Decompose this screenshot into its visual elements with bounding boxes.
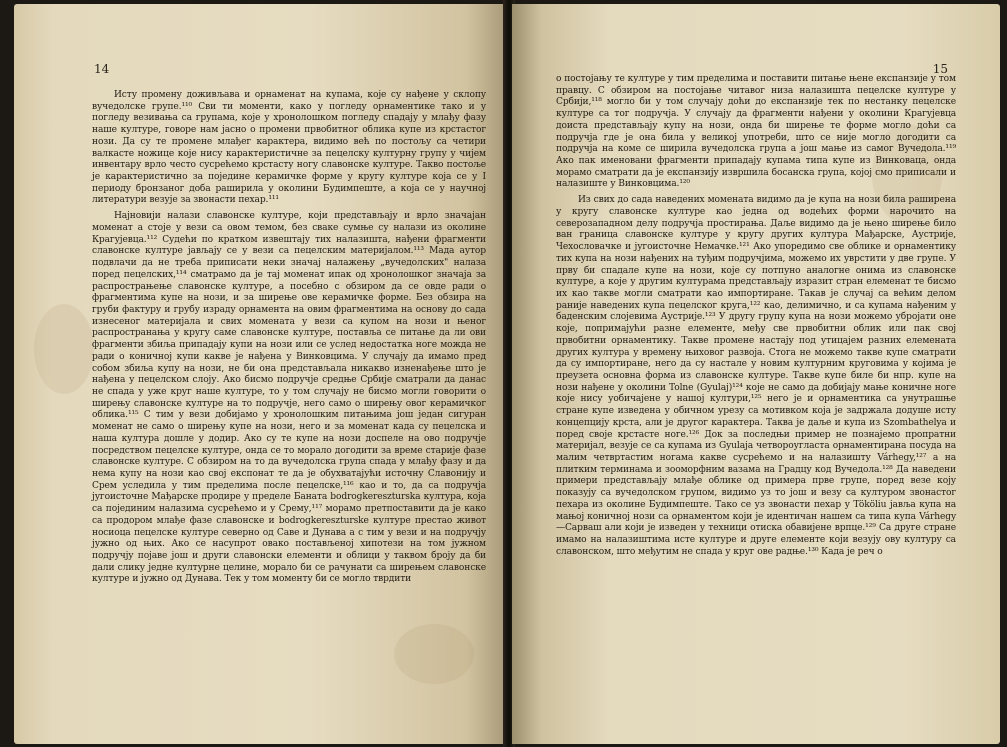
paragraph: Најновији налази славонске културе, који представљају и врло значајан моменат а стоје у вези са овом темом, без сваке сумње су налази из околине Крагујевца.¹¹² Судећи по кратком извештају тих налазишта, нађени фрагменти славонске културе јављају се у вези са пецелским материјалом.¹¹³ Мада аутор подвлачи да не треба приписати неки значај налажењу „вучедолских" налаза поред пецелских,¹¹⁴ сматрамо да је тај моменат ипак од хронолошког значаја за распрострањење славонске културе, а посебно с обзиром да се овде ради о фрагментима купе на нози, и за ширење ове керамичке форме. Без обзира на груби фактуру и грубу израду орнамента на овим фрагментима на основу до сада изнесеног материјала и свих момената у вези са купом на нози и њеног распространања у кругу саме славонске културе, поставља се питање да ли ови фрагменти збиља припадају купи на нози или се услед недостатка ноге можда не ради о коничној купи какве је нађена у Винковцима. У случају да имамо пред собом збиља купу на нози, не би она представљала никакво изненађење што је нађена у пецелском слоју. Ако бисмо подручје средње Србије сматрали да данас не спада у уже круг наше културе, то у том случају не бисмо могли говорити о ширењу славонске културе на то подручје, него само о ширењу овог керамичког облика.¹¹⁵ С тим у вези добијамо у хронолошким питањима још један сигуран моменат не само о ширењу купе на нози, него и за моменат када су пецелска и наша култура дошле у додир. Ако су те купе на нози доспеле на ово подручје посредством пецелске културе, онда се то морало догодити за време старије фазе славонске културе. С обзиром на то да вучедолска група спада у млађу фазу и да нема купу на нози као свој експонат те да је обухватајући источну Славонију и Срем уследила у тим пределима после пецелске,¹¹⁶ као и то, да са подручја југоисточне Мађарске продире у пределе Баната bodrogkereszturska култура, која са појединим налазима сусрећемо и у Срему,¹¹⁷ морамо претпоставити да је како са продором млађе фазе славонске и bodrogkereszturske културе престао живот носиоца пецелске културе северно од Саве и Дунава а с тим у вези и на подручју јужно од њих. Ако се насупрот овако постављеној хипотези на том јужном подручју појаве још и други славонски елементи и облици у таквом броју да би дали слику једне културне целине, морало би се рачунати са ширењем славонске културе и јужно од Дунава. Тек у том моменту би се могло тврдити [92,211,486,585]
page-number: 14 [94,62,110,76]
left-page-body [92,90,486,586]
paragraph: Из свих до сада наведених момената видимо да је купа на нози била раширена у кругу славонске културе као једна од водећих форми нарочито на северозападном делу подручја простирања. Даље видимо да је њено ширење било ван граница славонске културе у кругу других култура Мађарске, Аустрије, Чехословачке и југоисточне Немачке.¹²¹ Ако упоредимо све облике и орнаментику тих купа на нози нађених на туђим подручјима, можемо их уврстити у две групе. У прву би спадале купе на нози, које су потпуно аналогне онима из славонске културе, а које у другим културама представљају изразит стран елеменат те бисмо их као такве могли сматрати као импортиране. Такав је случај са већим делом раније наведених купа пецелског круга,¹²² као, делимично, и са купама нађеним у баденским слојевима Аустрије.¹²³ У другу групу купа на нози можемо убројати оне које, попримајући разне елементе, међу све првобитни облик или пак свој првобитни орнаментику. Такве промене настају под утицајем разних елемената других култура у времену њиховог развоја. Стога не можемо такве купе сматрати да су импортиране, него да су настале у новим културним круговима у којима је преузета основна форма из славонске културе. Такве купе биле би нпр. купе на нози нађене у околини Tolne (Gyulaj)¹²⁴ које не само да добијају мање коничне ноге које нису уобичајене у нашој култури,¹²⁵ него је и орнаментика са унутрашње стране купе изведена у обичном урезу са мотивком која је задржала додуше исту концепцију крста, али је другог карактера. Таква је даље и купа из Szombathelya и поред своје крстасте ноге.¹²⁶ Док за последњи пример не познајемо пропратни материјал, везује се са купама из Gyulaja четвороугласта орнаментирана посуда на малим четвртастим ногама какве сусрећемо и на налазишту Várhegy,¹²⁷ а на плитким терминама и зооморфним вазама на Градцу код Вучедола.¹²⁸ Да наведени примери представљају млађе облике од примера прве групе, поред везе коју показују са вучедолском групом, видимо уз то још и везу са културом звонастог пехара из околине Будимпеште. Тако се уз звонасти пехар у Tököliu јавља купа на мањој коничној нози са орнаментом који је идентичан нашем са типа купа Várhegy—Сарваш али који је изведен у техници отиска обавијене врпце.¹²⁹ Са друге стране имамо на налазиштима исте културе и друге елементе који везују ову културу са славонском, што међутим не спада у круг ове радње.¹³⁰ Када је реч о [556,195,956,557]
paragraph: о постојању те културе у тим пределима и поставити питање њене експанзије у том правцу. С обзиром на постојање читавог низа налазишта пецелске културе у Србији,¹¹⁸ могло би у том случају доћи до експанзије тек по нестанку пецелске културе са тог подручја. У случају да фрагменти нађени у околини Крагујевца доиста представљају купу на нози, онда би ширење те форме могло доћи са подручја где је она била у великој употреби, што се није могло догодити са подручја на коме се ширила вучедолска група а још мање из самог Вучедола.¹¹⁹ Ако пак именовани фрагменти припадају купама типа купе из Винковаца, онда морамо сматрати да је експанзију извршила босанска група, којој смо приписали и налазиште у Винковцима.¹²⁰ [556,74,956,190]
right-page [512,4,1000,744]
left-page [14,4,506,744]
paper-stain [394,624,474,684]
paper-stain [34,304,94,394]
right-page-body [556,74,956,558]
page-number: 15 [932,62,948,76]
paragraph: Исту промену доживљава и орнаменат на купама, које су нађене у склопу вучедолске групе.¹¹⁰ Сви ти моменти, како у погледу орнаментике тако и у погледу везивања са групама, које у хронолошком погледу спадају у млађу фазу наше културе, говоре нам јасно о промени првобитног облика купе из крстастог нози. Да су те промене млађег карактера, видимо већ по постољу са четири валкасте ножице које нису карактеристичне за пецелску културну групу у чијем инвентару врло често сусрећемо крстасту ногу славонске културе. Такво постоље је карактеристично за поједине керамичке форме у кругу културе која се у I периоду бронзаног доба раширила у околини Будимпеште, а која се у научној литератури везује за звонасти пехар.¹¹¹ [92,90,486,206]
